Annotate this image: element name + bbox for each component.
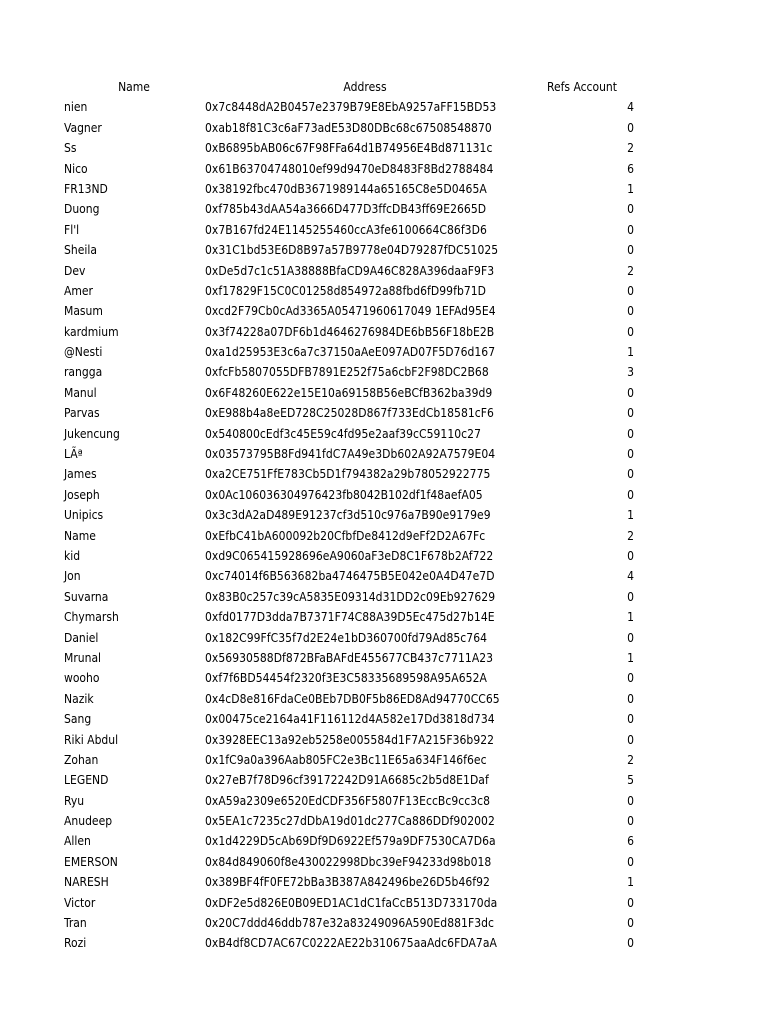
- cell-address: 0x03573795B8Fd941fdC7A49e3Db602A92A7579E04: [205, 447, 496, 462]
- cell-refs-account: 0: [627, 406, 634, 421]
- cell-address: 0xab18f81C3c6aF73adE53D80DBc68c67508548870: [205, 120, 492, 135]
- cell-address: 0x540800cEdf3c45E59c4fd95e2aaf39cC59110c27: [205, 426, 482, 441]
- table-row: [0, 118, 768, 138]
- cell-refs-account: 0: [627, 814, 634, 829]
- cell-name: Nico: [64, 161, 88, 176]
- cell-refs-account: 0: [627, 120, 634, 135]
- cell-refs-account: 0: [627, 243, 634, 258]
- cell-address: 0x3c3dA2aD489E91237cf3d510c976a7B90e9179e9: [205, 508, 491, 523]
- table-row: [0, 852, 768, 872]
- cell-name: @Nesti: [64, 345, 103, 360]
- table-row: [0, 424, 768, 444]
- cell-name: Nazik: [64, 691, 94, 706]
- table-body: [0, 97, 768, 953]
- table-row: [0, 566, 768, 586]
- table-row: [0, 607, 768, 627]
- cell-refs-account: 0: [627, 467, 634, 482]
- cell-refs-account: 4: [627, 100, 634, 115]
- cell-name: Chymarsh: [64, 610, 119, 625]
- cell-name: wooho: [64, 671, 100, 686]
- table-row: [0, 485, 768, 505]
- cell-address: 0xf17829F15C0C01258d854972a88fbd6fD99fb71D: [205, 283, 487, 298]
- table-row: [0, 444, 768, 464]
- table-row: [0, 383, 768, 403]
- cell-name: Manul: [64, 385, 97, 400]
- cell-refs-account: 6: [627, 161, 634, 176]
- cell-name: Duong: [64, 202, 100, 217]
- cell-refs-account: 1: [627, 345, 634, 360]
- cell-refs-account: 0: [627, 712, 634, 727]
- cell-name: James: [64, 467, 97, 482]
- cell-refs-account: 0: [627, 202, 634, 217]
- cell-address: 0x7B167fd24E1145255460ccA3fe6100664C86f3D6: [205, 222, 487, 237]
- table-row: [0, 770, 768, 790]
- cell-refs-account: 1: [627, 181, 634, 196]
- cell-refs-account: 0: [627, 793, 634, 808]
- cell-name: Name: [64, 528, 96, 543]
- header-name: Name: [118, 80, 150, 94]
- cell-name: EMERSON: [64, 854, 118, 869]
- cell-address: 0xcd2F79Cb0cAd3365A05471960617049 1EFAd95E4: [205, 304, 496, 319]
- cell-address: 0x1d4229D5cAb69Df9D6922Ef579a9DF7530CA7D6a: [205, 834, 496, 849]
- cell-refs-account: 1: [627, 875, 634, 890]
- cell-name: Masum: [64, 304, 103, 319]
- table-row: [0, 872, 768, 892]
- cell-refs-account: 1: [627, 508, 634, 523]
- cell-address: 0x389BF4fF0FE72bBa3B387A842496be26D5b46f92: [205, 875, 490, 890]
- cell-name: kardmium: [64, 324, 119, 339]
- table-row: [0, 811, 768, 831]
- cell-refs-account: 4: [627, 569, 634, 584]
- cell-refs-account: 5: [627, 773, 634, 788]
- table-row: [0, 362, 768, 382]
- cell-refs-account: 0: [627, 548, 634, 563]
- cell-refs-account: 0: [627, 447, 634, 462]
- cell-refs-account: 0: [627, 385, 634, 400]
- table-row: [0, 709, 768, 729]
- cell-address: 0x0Ac106036304976423fb8042B102df1f48aefA05: [205, 487, 483, 502]
- cell-name: Unipics: [64, 508, 104, 523]
- cell-name: kid: [64, 548, 81, 563]
- table-row: [0, 628, 768, 648]
- spreadsheet-table: [0, 77, 768, 954]
- cell-name: Dev: [64, 263, 86, 278]
- table-row: [0, 301, 768, 321]
- cell-address: 0xa1d25953E3c6a7c37150aAeE097AD07F5D76d167: [205, 345, 496, 360]
- table-row: [0, 913, 768, 933]
- cell-name: Anudeep: [64, 814, 113, 829]
- table-row: [0, 648, 768, 668]
- cell-name: Mrunal: [64, 650, 102, 665]
- table-row: [0, 322, 768, 342]
- table-row: [0, 199, 768, 219]
- cell-address: 0xfcFb5807055DFB7891E252f75a6cbF2F98DC2B68: [205, 365, 489, 380]
- cell-address: 0x1fC9a0a396Aab805FC2e3Bc11E65a634F146f6ec: [205, 752, 487, 767]
- cell-name: Joseph: [64, 487, 100, 502]
- cell-name: Jon: [64, 569, 81, 584]
- cell-refs-account: 0: [627, 426, 634, 441]
- cell-address: 0x182C99FfC35f7d2E24e1bD360700fd79Ad85c764: [205, 630, 488, 645]
- cell-address: 0xB4df8CD7AC67C0222AE22b310675aaAdc6FDA7aA: [205, 936, 497, 951]
- cell-name: nien: [64, 100, 88, 115]
- cell-refs-account: 0: [627, 304, 634, 319]
- cell-name: Rozi: [64, 936, 87, 951]
- cell-refs-account: 0: [627, 936, 634, 951]
- cell-name: Jukencung: [64, 426, 120, 441]
- cell-name: Amer: [64, 283, 93, 298]
- table-row: [0, 933, 768, 953]
- cell-address: 0x38192fbc470dB3671989144a65165C8e5D0465A: [205, 181, 487, 196]
- cell-refs-account: 2: [627, 263, 634, 278]
- cell-name: Riki Abdul: [64, 732, 119, 747]
- cell-refs-account: 1: [627, 650, 634, 665]
- cell-refs-account: 0: [627, 671, 634, 686]
- cell-name: Fl'l: [64, 222, 80, 237]
- cell-refs-account: 1: [627, 610, 634, 625]
- table-row: [0, 791, 768, 811]
- cell-address: 0x20C7ddd46ddb787e32a83249096A590Ed881F3dc: [205, 916, 495, 931]
- cell-refs-account: 0: [627, 589, 634, 604]
- table-row: [0, 668, 768, 688]
- table-row: [0, 138, 768, 158]
- cell-address: 0x56930588Df872BFaBAFdE455677CB437c7711A23: [205, 650, 494, 665]
- table-row: [0, 505, 768, 525]
- table-row: [0, 220, 768, 240]
- cell-refs-account: 0: [627, 895, 634, 910]
- cell-refs-account: 0: [627, 691, 634, 706]
- cell-name: Ryu: [64, 793, 85, 808]
- cell-address: 0xE988b4a8eED728C25028D867f733EdCb18581cF6: [205, 406, 494, 421]
- cell-name: FR13ND: [64, 181, 108, 196]
- cell-refs-account: 0: [627, 854, 634, 869]
- table-row: [0, 261, 768, 281]
- table-row: [0, 750, 768, 770]
- table-row: [0, 97, 768, 117]
- table-row: [0, 526, 768, 546]
- cell-address: 0x84d849060f8e430022998Dbc39eF94233d98b018: [205, 854, 492, 869]
- cell-name: Zohan: [64, 752, 99, 767]
- table-row: [0, 546, 768, 566]
- cell-address: 0xDe5d7c1c51A38888BfaCD9A46C828A396daaF9F3: [205, 263, 495, 278]
- cell-name: rangga: [64, 365, 103, 380]
- cell-name: Victor: [64, 895, 96, 910]
- cell-name: Vagner: [64, 120, 102, 135]
- cell-name: Tran: [64, 916, 87, 931]
- cell-address: 0x27eB7f78D96cf39172242D91A6685c2b5d8E1Daf: [205, 773, 489, 788]
- table-row: [0, 281, 768, 301]
- cell-address: 0x3f74228a07DF6b1d4646276984DE6bB56F18bE2B: [205, 324, 495, 339]
- cell-address: 0xd9C065415928696eA9060aF3eD8C1F678b2Af722: [205, 548, 494, 563]
- cell-name: Sheila: [64, 243, 97, 258]
- cell-name: Allen: [64, 834, 91, 849]
- cell-address: 0x83B0c257c39cA5835E09314d31DD2c09Eb927629: [205, 589, 496, 604]
- cell-refs-account: 2: [627, 752, 634, 767]
- header-address: Address: [343, 80, 387, 94]
- table-row: [0, 464, 768, 484]
- cell-address: 0xA59a2309e6520EdCDF356F5807F13EccBc9cc3c8: [205, 793, 491, 808]
- table-row: [0, 342, 768, 362]
- table-row: [0, 831, 768, 851]
- cell-refs-account: 0: [627, 222, 634, 237]
- cell-name: LÃª: [64, 447, 83, 462]
- cell-address: 0x3928EEC13a92eb5258e005584d1F7A215F36b922: [205, 732, 495, 747]
- cell-address: 0xfd0177D3dda7B7371F74C88A39D5Ec475d27b14E: [205, 610, 495, 625]
- cell-address: 0xc74014f6B563682ba4746475B5E042e0A4D47e7D: [205, 569, 495, 584]
- table-row: [0, 689, 768, 709]
- table-row: [0, 240, 768, 260]
- cell-address: 0x00475ce2164a41F116112d4A582e17Dd3818d734: [205, 712, 495, 727]
- cell-refs-account: 6: [627, 834, 634, 849]
- cell-name: Daniel: [64, 630, 99, 645]
- cell-refs-account: 3: [627, 365, 634, 380]
- table-row: [0, 893, 768, 913]
- cell-name: Parvas: [64, 406, 100, 421]
- cell-address: 0x7c8448dA2B0457e2379B79E8EbA9257aFF15BD53: [205, 100, 497, 115]
- cell-refs-account: 0: [627, 324, 634, 339]
- cell-address: 0xf785b43dAA54a3666D477D3ffcDB43ff69E2665D: [205, 202, 487, 217]
- cell-name: Ss: [64, 141, 77, 156]
- cell-name: Sang: [64, 712, 92, 727]
- cell-name: Suvarna: [64, 589, 109, 604]
- cell-address: 0x4cD8e816FdaCe0BEb7DB0F5b86ED8Ad94770CC65: [205, 691, 500, 706]
- cell-refs-account: 2: [627, 141, 634, 156]
- cell-refs-account: 0: [627, 732, 634, 747]
- cell-address: 0x61B63704748010ef99d9470eD8483F8Bd2788484: [205, 161, 494, 176]
- cell-address: 0xB6895bAB06c67F98FFa64d1B74956E4Bd871131c: [205, 141, 493, 156]
- cell-address: 0x31C1bd53E6D8B97a57B9778e04D79287fDC51025: [205, 243, 499, 258]
- cell-name: NARESH: [64, 875, 109, 890]
- table-row: [0, 403, 768, 423]
- cell-address: 0xDF2e5d826E0B09ED1AC1dC1faCcB513D733170da: [205, 895, 498, 910]
- header-refs-account: Refs Account: [546, 80, 618, 94]
- header-row: [0, 77, 768, 97]
- cell-address: 0xf7f6BD54454f2320f3E3C58335689598A95A652A: [205, 671, 487, 686]
- cell-address: 0x5EA1c7235c27dDbA19d01dc277Ca886DDf902002: [205, 814, 495, 829]
- table-row: [0, 179, 768, 199]
- table-row: [0, 159, 768, 179]
- cell-address: 0xEfbC41bA600092b20CfbfDe8412d9eFf2D2A67Fc: [205, 528, 486, 543]
- table-row: [0, 730, 768, 750]
- cell-address: 0x6F48260E622e15E10a69158B56eBCfB362ba39d9: [205, 385, 493, 400]
- cell-name: LEGEND: [64, 773, 109, 788]
- cell-address: 0xa2CE751FfE783Cb5D1f794382a29b78052922775: [205, 467, 491, 482]
- cell-refs-account: 2: [627, 528, 634, 543]
- cell-refs-account: 0: [627, 916, 634, 931]
- cell-refs-account: 0: [627, 283, 634, 298]
- cell-refs-account: 0: [627, 630, 634, 645]
- cell-refs-account: 0: [627, 487, 634, 502]
- table-row: [0, 587, 768, 607]
